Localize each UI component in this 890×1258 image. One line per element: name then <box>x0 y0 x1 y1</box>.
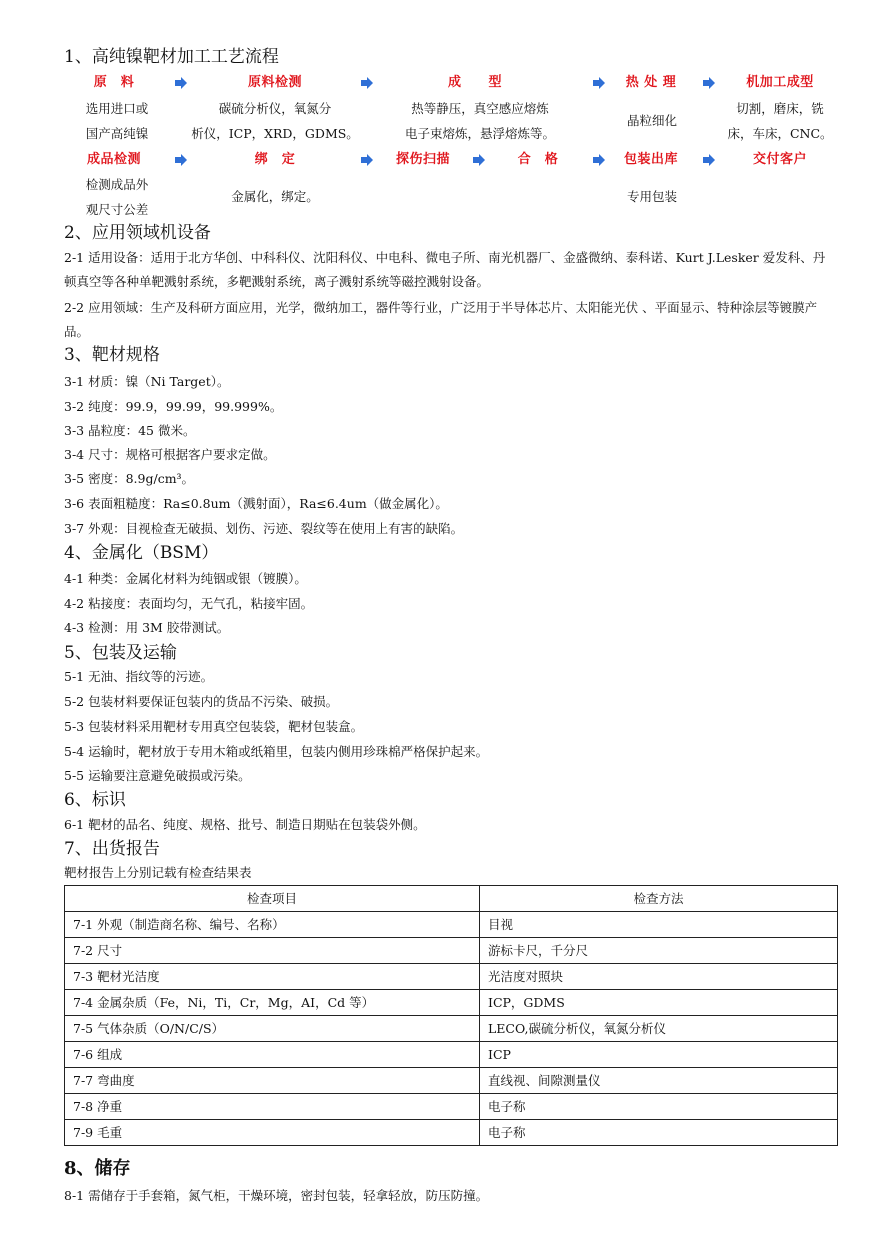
flow-desc-packing: 专用包装 <box>626 189 677 204</box>
flow-desc-raw-material: 选用进口或 国产高纯镍 <box>85 101 149 141</box>
flow-step-delivery: 交付客户 <box>752 152 807 167</box>
packing-item: 5-5 运输要注意避免破损或污染。 <box>64 768 251 783</box>
flow-arrow-icon <box>361 77 373 89</box>
flow-arrow-icon <box>703 154 715 166</box>
flow-step-flaw-scan: 探伤扫描 <box>395 152 450 167</box>
spec-item: 3-1 材质：镍（Ni Target）。 <box>64 374 230 389</box>
flow-arrow-icon <box>473 154 485 166</box>
section-1-heading: 1、高纯镍靶材加工工艺流程 <box>64 47 279 67</box>
spec-item: 3-2 纯度：99.9，99.99，99.999%。 <box>64 399 283 414</box>
table-cell-item: 7-3 靶材光洁度 <box>65 964 480 990</box>
flow-arrow-icon <box>175 154 187 166</box>
section-6-heading: 6、标识 <box>64 790 126 810</box>
report-intro: 靶材报告上分别记载有检查结果表 <box>64 865 252 880</box>
table-cell-method: ICP，GDMS <box>480 990 838 1016</box>
table-cell-method: 光洁度对照块 <box>480 964 838 990</box>
flow-desc-machining: 切割，磨床，铣 床，车床，CNC。 <box>727 101 833 141</box>
flow-step-bonding: 绑 定 <box>254 152 296 167</box>
table-cell-method: LECO,碳硫分析仪，氧氮分析仪 <box>480 1016 838 1042</box>
table-cell-item: 7-5 气体杂质（O/N/C/S） <box>65 1016 480 1042</box>
packing-item: 5-1 无油、指纹等的污迹。 <box>64 669 214 684</box>
metallization-item: 4-1 种类：金属化材料为纯铟或银（镀膜）。 <box>64 571 307 586</box>
flow-step-machining: 机加工成型 <box>746 75 814 90</box>
flow-desc-heat-treatment: 晶粒细化 <box>626 113 677 128</box>
column-header-item: 检查项目 <box>65 886 480 912</box>
section-8-heading: 8、储存 <box>64 1158 131 1179</box>
storage-item: 8-1 需储存于手套箱，氮气柜，干燥环境，密封包装，轻拿轻放，防压防撞。 <box>64 1188 489 1203</box>
table-row <box>65 1120 838 1146</box>
flow-arrow-icon <box>593 154 605 166</box>
spec-item: 3-4 尺寸：规格可根据客户要求定做。 <box>64 447 276 462</box>
paragraph-2-2: 2-2 应用领域：生产及科研方面应用，光学，微纳加工，器件等行业，广泛用于半导体芯片、太阳能光伏 、平面显示、特种涂层等镀膜产品。 <box>64 300 818 339</box>
table-cell-method: 直线视、间隙测量仪 <box>480 1068 838 1094</box>
spec-item: 3-6 表面粗糙度：Ra≤0.8um（溅射面），Ra≤6.4um（做金属化）。 <box>64 496 448 511</box>
flow-arrow-icon <box>175 77 187 89</box>
flow-step-material-inspection: 原料检测 <box>247 75 302 90</box>
flow-step-qualified: 合 格 <box>517 152 559 167</box>
metallization-item: 4-3 检测：用 3M 胶带测试。 <box>64 620 230 635</box>
table-row <box>65 1016 838 1042</box>
table-row <box>65 1068 838 1094</box>
section-7-heading: 7、出货报告 <box>64 839 160 859</box>
table-cell-item: 7-9 毛重 <box>65 1120 480 1146</box>
metallization-item: 4-2 粘接度：表面均匀，无气孔，粘接牢固。 <box>64 596 314 611</box>
spec-item: 3-3 晶粒度：45 微米。 <box>64 423 196 438</box>
table-row <box>65 912 838 938</box>
flow-arrow-icon <box>703 77 715 89</box>
flow-step-raw-material: 原 料 <box>93 75 135 90</box>
marking-item: 6-1 靶材的品名、纯度、规格、批号、制造日期贴在包装袋外侧。 <box>64 817 426 832</box>
table-cell-method: 游标卡尺，千分尺 <box>480 938 838 964</box>
flow-arrow-icon <box>361 154 373 166</box>
flow-step-packing: 包装出库 <box>623 152 678 167</box>
spec-item: 3-5 密度：8.9g/cm³。 <box>64 471 195 486</box>
table-cell-item: 7-7 弯曲度 <box>65 1068 480 1094</box>
flow-desc-final-inspection: 检测成品外 观尺寸公差 <box>85 177 149 217</box>
section-2-heading: 2、应用领域机设备 <box>64 223 211 243</box>
table-cell-method: ICP <box>480 1042 838 1068</box>
flow-step-forming: 成 型 <box>447 75 502 90</box>
column-header-method: 检查方法 <box>480 886 838 912</box>
table-row <box>65 964 838 990</box>
section-4-heading: 4、金属化（BSM） <box>64 543 219 563</box>
flow-step-heat-treatment: 热 处 理 <box>625 75 677 90</box>
spec-item: 3-7 外观：目视检查无破损、划伤、污迹、裂纹等在使用上有害的缺陷。 <box>64 521 464 536</box>
table-cell-item: 7-8 净重 <box>65 1094 480 1120</box>
flow-arrow-icon <box>593 77 605 89</box>
table-cell-item: 7-4 金属杂质（Fe，Ni，Ti，Cr，Mg，AI，Cd 等） <box>65 990 480 1016</box>
table-row <box>65 990 838 1016</box>
packing-item: 5-2 包装材料要保证包装内的货品不污染、破损。 <box>64 694 339 709</box>
packing-item: 5-4 运输时，靶材放于专用木箱或纸箱里，包装内侧用珍珠棉严格保护起来。 <box>64 744 489 759</box>
table-cell-method: 电子称 <box>480 1120 838 1146</box>
flow-desc-forming: 热等静压，真空感应熔炼 电子束熔炼，悬浮熔炼等。 <box>404 101 555 141</box>
section-3-heading: 3、靶材规格 <box>64 345 160 365</box>
flow-desc-material-inspection: 碳硫分析仪，氧氮分 析仪，ICP，XRD，GDMS。 <box>191 101 359 141</box>
packing-item: 5-3 包装材料采用靶材专用真空包装袋，靶材包装盒。 <box>64 719 364 734</box>
flow-desc-bonding: 金属化，绑定。 <box>231 189 319 204</box>
table-row <box>65 938 838 964</box>
table-cell-item: 7-6 组成 <box>65 1042 480 1068</box>
table-cell-method: 目视 <box>480 912 838 938</box>
table-cell-item: 7-2 尺寸 <box>65 938 480 964</box>
inspection-table <box>64 885 838 1146</box>
table-header-row <box>65 886 838 912</box>
section-5-heading: 5、包装及运输 <box>64 643 177 663</box>
table-row <box>65 1094 838 1120</box>
table-cell-method: 电子称 <box>480 1094 838 1120</box>
flow-step-final-inspection: 成品检测 <box>86 152 141 167</box>
table-cell-item: 7-1 外观（制造商名称、编号、名称） <box>65 912 480 938</box>
table-row <box>65 1042 838 1068</box>
paragraph-2-1: 2-1 适用设备：适用于北方华创、中科科仪、沈阳科仪、中电科、微电子所、南光机器厂、金盛微纳、泰科诺、Kurt J.Lesker 爱发科、丹顿真空等各种单靶溅射系统，多靶溅射系统，离子溅射系统等磁控溅射设备。 <box>64 250 826 289</box>
